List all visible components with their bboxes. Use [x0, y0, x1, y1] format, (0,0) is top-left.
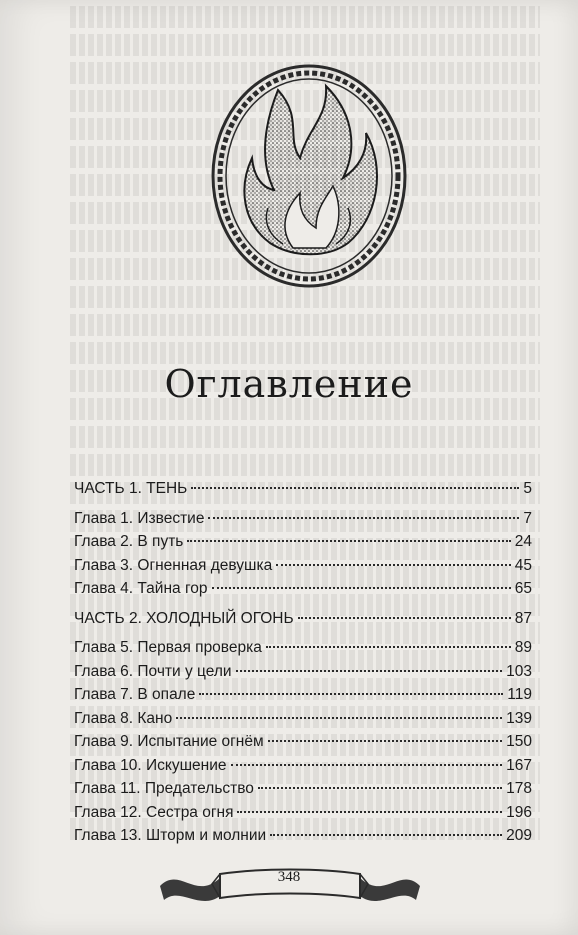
- toc-page-number: 103: [506, 662, 532, 680]
- toc-chapter-row: [74, 557, 532, 581]
- ribbon-banner-icon: [150, 856, 430, 916]
- table-of-contents: [74, 480, 532, 851]
- toc-part-row: [74, 480, 532, 504]
- toc-page-number: 7: [523, 509, 532, 527]
- toc-part-label: ЧАСТЬ 1. ТЕНЬ: [74, 480, 188, 497]
- toc-chapter-row: [74, 580, 532, 604]
- dot-leader: [298, 616, 511, 619]
- dot-leader: [270, 833, 502, 836]
- toc-page-number: 5: [523, 480, 532, 497]
- toc-chapter-label: Глава 2. В путь: [74, 533, 184, 550]
- toc-page-number: 209: [506, 827, 532, 844]
- toc-chapter-row: [74, 780, 532, 804]
- page-title: Оглавление: [164, 362, 414, 406]
- toc-part-label: ЧАСТЬ 2. ХОЛОДНЫЙ ОГОНЬ: [74, 609, 294, 627]
- toc-chapter-row: [74, 686, 532, 710]
- dot-leader: [199, 692, 503, 695]
- toc-chapter-label: Глава 9. Испытание огнём: [74, 733, 264, 750]
- toc-chapter-row: [74, 804, 532, 828]
- toc-page-number: 89: [514, 639, 532, 656]
- toc-chapter-row: [74, 510, 532, 534]
- toc-chapter-label: Глава 11. Предательство: [74, 780, 254, 797]
- toc-chapter-label: Глава 5. Первая проверка: [74, 639, 262, 656]
- dot-leader: [187, 539, 510, 542]
- toc-chapter-label: Глава 13. Шторм и молнии: [74, 827, 267, 844]
- toc-page-number: 87: [514, 609, 532, 627]
- toc-chapter-row: [74, 757, 532, 781]
- dot-leader: [236, 669, 503, 672]
- toc-page-number: 178: [506, 780, 532, 797]
- dot-leader: [258, 786, 502, 789]
- dot-leader: [237, 810, 502, 813]
- toc-page-number: 65: [514, 580, 532, 597]
- dot-leader: [268, 739, 502, 742]
- toc-chapter-row: [74, 663, 532, 687]
- dot-leader: [231, 763, 503, 766]
- flame-emblem-icon: [208, 58, 410, 288]
- toc-page-number: 45: [514, 556, 532, 574]
- toc-page-number: 139: [506, 709, 532, 727]
- toc-part-row: [74, 610, 532, 634]
- dot-leader: [208, 516, 519, 519]
- dot-leader: [276, 563, 511, 566]
- toc-chapter-row: [74, 733, 532, 757]
- toc-chapter-label: Глава 10. Искушение: [74, 756, 227, 774]
- toc-page-number: 24: [514, 533, 532, 550]
- toc-chapter-label: Глава 1. Известие: [74, 509, 205, 527]
- toc-page-number: 196: [506, 803, 532, 821]
- toc-chapter-label: Глава 6. Почти у цели: [74, 662, 232, 680]
- toc-chapter-row: [74, 639, 532, 663]
- toc-page-number: 150: [506, 733, 532, 750]
- toc-chapter-label: Глава 7. В опале: [74, 686, 196, 703]
- dot-leader: [212, 586, 511, 589]
- dot-leader: [191, 486, 519, 489]
- toc-chapter-row: [74, 533, 532, 557]
- toc-chapter-label: Глава 8. Кано: [74, 709, 173, 727]
- toc-chapter-row: [74, 710, 532, 734]
- dot-leader: [266, 645, 511, 648]
- toc-chapter-row: [74, 827, 532, 851]
- toc-chapter-label: Глава 4. Тайна гор: [74, 580, 208, 597]
- toc-page-number: 167: [506, 756, 532, 774]
- dot-leader: [176, 716, 502, 719]
- page-number: 348: [277, 869, 301, 885]
- toc-page-number: 119: [507, 686, 532, 703]
- toc-chapter-label: Глава 3. Огненная девушка: [74, 556, 273, 574]
- toc-chapter-label: Глава 12. Сестра огня: [74, 803, 234, 821]
